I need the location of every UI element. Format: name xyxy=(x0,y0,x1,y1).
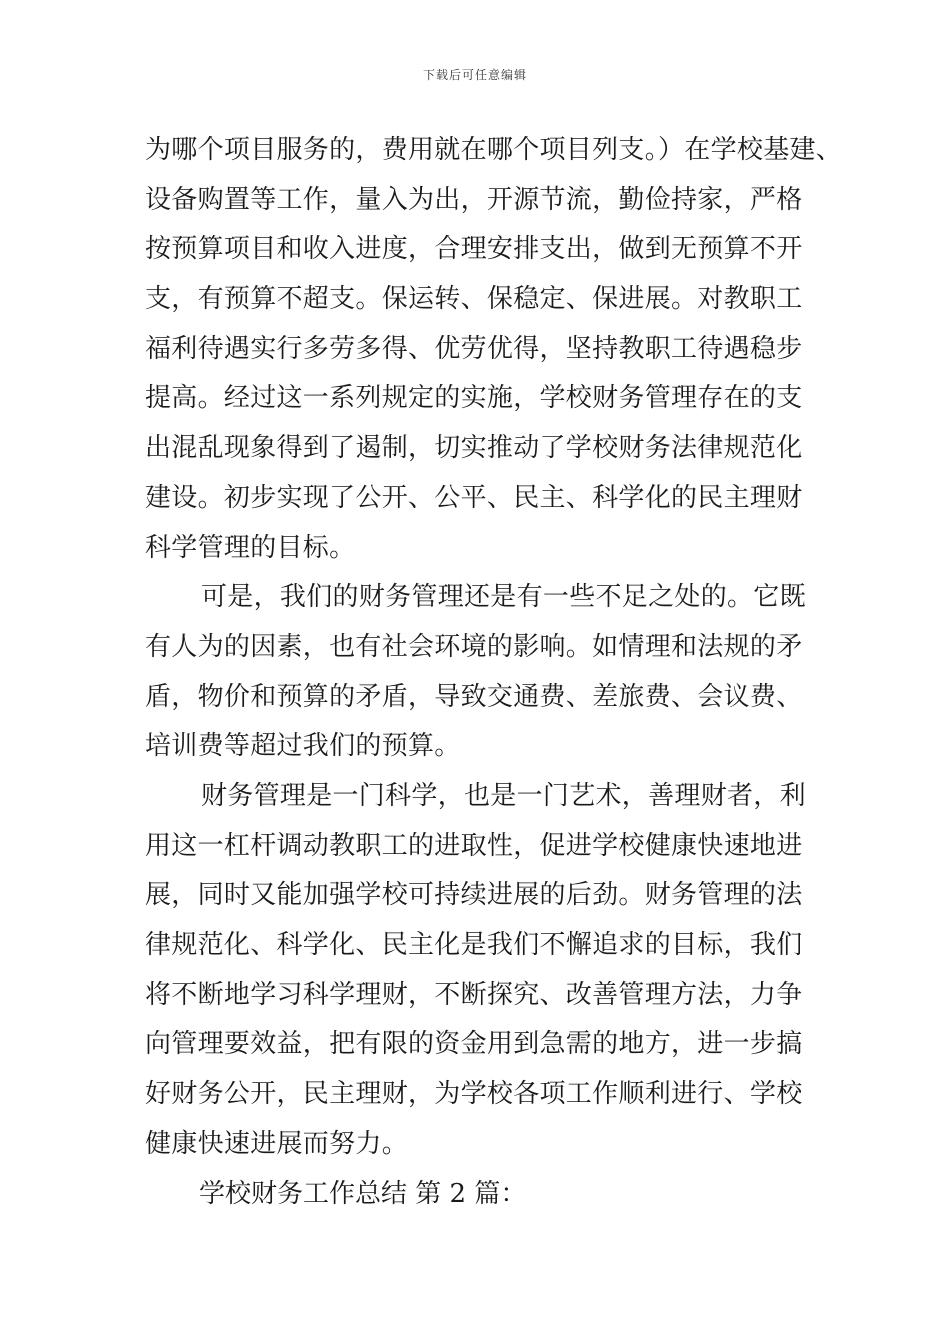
body-text xyxy=(145,126,843,1169)
paragraph-3-line-5: 将不断地学习科学理财，不断探究、改善管理方法，力争 xyxy=(145,979,803,1010)
paragraph-1-line-9: 科学管理的目标。 xyxy=(145,532,356,563)
paragraph-3-line-2: 用这一杠杆调动教职工的进取性，促进学校健康快速地进 xyxy=(145,830,803,861)
paragraph-2-line-3: 盾，物价和预算的矛盾，导致交通费、差旅费、会议费、 xyxy=(145,681,803,712)
paragraph-3-line-6: 向管理要效益，把有限的资金用到急需的地方，进一步搞 xyxy=(145,1029,803,1060)
paragraph-1-line-6: 提高。经过这一系列规定的实施，学校财务管理存在的支 xyxy=(145,383,803,414)
paragraph-2-line-4: 培训费等超过我们的预算。 xyxy=(145,731,461,762)
paragraph-3-line-7: 好财务公开，民主理财，为学校各项工作顺利进行、学校 xyxy=(145,1079,803,1110)
paragraph-1-line-4: 支，有预算不超支。保运转、保稳定、保进展。对教职工 xyxy=(145,284,803,315)
paragraph-1-line-8: 建设。初步实现了公开、公平、民主、科学化的民主理财 xyxy=(145,482,803,513)
paragraph-3-line-1: 财务管理是一门科学，也是一门艺术，善理财者，利 xyxy=(201,780,806,811)
paragraph-1-line-1: 为哪个项目服务的，费用就在哪个项目列支。）在学校基建、 xyxy=(145,135,843,165)
paragraph-3-line-4: 律规范化、科学化、民主化是我们不懈追求的目标，我们 xyxy=(145,930,803,960)
paragraph-1-line-2: 设备购置等工作，量入为出，开源节流，勤俭持家，严格 xyxy=(145,184,803,215)
paragraph-1-line-7: 出混乱现象得到了遏制，切实推动了学校财务法律规范化 xyxy=(145,433,803,464)
paragraph-2-line-1: 可是，我们的财务管理还是有一些不足之处的。它既 xyxy=(201,582,806,613)
paragraph-3-line-8: 健康快速进展而努力。 xyxy=(145,1128,409,1159)
paragraph-3-line-3: 展，同时又能加强学校可持续进展的后劲。财务管理的法 xyxy=(145,880,803,911)
paragraph-1-line-5: 福利待遇实行多劳多得、优劳优得，坚持教职工待遇稳步 xyxy=(145,333,803,364)
section-heading: 学校财务工作总结 第 2 篇： xyxy=(199,1179,527,1209)
paragraph-1-line-3: 按预算项目和收入进度，合理安排支出，做到无预算不开 xyxy=(145,234,803,265)
page-header-note: 下载后可任意编辑 xyxy=(422,68,527,82)
paragraph-2-line-2: 有人为的因素，也有社会环境的影响。如情理和法规的矛 xyxy=(145,631,803,662)
